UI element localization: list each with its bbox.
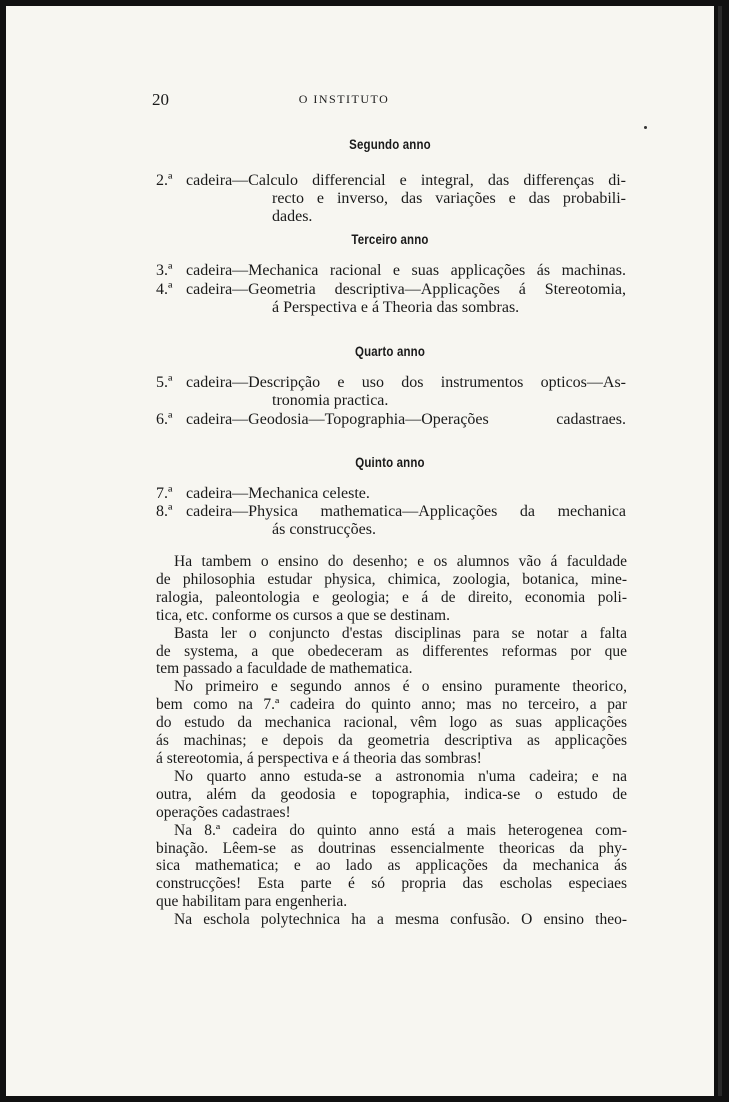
paragraph-line: que habilitam para engenheria. (156, 893, 348, 911)
paragraph-line: No quarto anno estuda-se a astronomia n'uma cadeira; e na (174, 767, 627, 785)
body-text (156, 553, 627, 929)
paragraph-line: ás machinas; e depois da geometria descriptiva as applicações (156, 732, 627, 750)
entry-line: cadeira—Geodosia—Topographia—Operações cadastraes. (186, 411, 626, 428)
paragraph-line: ralogia, paleontologia e geologia; e á de direito, economia poli- (156, 588, 627, 606)
running-title: O INSTITUTO (298, 92, 390, 106)
course-entry (156, 485, 628, 503)
entry-line: cadeira—Geometria descriptiva—Applicações á Stereotomia, (186, 281, 626, 298)
section-heading: Terceiro anno (351, 231, 429, 247)
entry-number: 6.ª (156, 411, 173, 428)
page-number: 20 (152, 90, 169, 109)
paragraph-line: tica, etc. conforme os cursos a que se destinam. (156, 606, 450, 624)
entry-line: recto e inverso, das variações e das probabili- (272, 190, 626, 207)
entry-number: 4.ª (156, 281, 173, 298)
book-page (6, 6, 718, 1096)
section-heading: Segundo anno (349, 136, 431, 152)
speck (644, 126, 647, 129)
entry-number: 2.ª (156, 172, 173, 189)
paragraph-line: Ha tambem o ensino do desenho; e os alumnos vão á faculdade (174, 553, 627, 570)
section-heading: Quarto anno (354, 343, 426, 359)
entry-number: 5.ª (156, 374, 173, 391)
course-entry (156, 374, 628, 410)
paragraph-line: Basta ler o conjuncto d'estas disciplinas para se notar a falta (174, 624, 627, 642)
paragraph-line: do estudo da mechanica racional, vêm logo as suas applicações (156, 714, 627, 732)
course-entry (156, 281, 628, 317)
entry-line: cadeira—Calculo differencial e integral, das differenças di- (186, 172, 626, 189)
entry-line: cadeira—Physica mathematica—Applicações da mechanica (186, 503, 626, 520)
course-entry (156, 503, 628, 539)
course-entry (156, 411, 628, 429)
paragraph-line: binação. Lêem-se as doutrinas essencialmente theoricas da phy- (156, 839, 627, 857)
entry-line: cadeira—Mechanica racional e suas applicações ás machinas. (186, 262, 626, 279)
paragraph-line: No primeiro e segundo annos é o ensino puramente theorico, (174, 678, 627, 696)
entry-number: 8.ª (156, 503, 173, 520)
paragraph-line: tem passado a faculdade de mathematica. (156, 660, 413, 678)
entry-line: ás construcções. (272, 521, 376, 538)
entry-line: tronomia practica. (272, 392, 389, 409)
paragraph-line: á stereotomia, á perspectiva e á theoria das sombras! (156, 749, 482, 767)
section-heading: Quinto anno (355, 454, 425, 470)
entry-number: 7.ª (156, 485, 173, 502)
entry-line: á Perspectiva e á Theoria das sombras. (272, 299, 520, 316)
paragraph-line: de systema, a que obedeceram as differentes reformas por que (156, 642, 627, 660)
entry-line: cadeira—Descripção e uso dos instrumentos opticos—As- (186, 374, 626, 391)
course-entry (156, 262, 628, 280)
paragraph-line: sica mathematica; e ao lado as applicações da mechanica ás (156, 857, 627, 875)
running-head (152, 90, 628, 110)
paragraph-line: outra, além da geodosia e topographia, indica-se o estudo de (156, 785, 627, 803)
paragraph-line: operações cadastraes! (156, 803, 291, 821)
course-entry (156, 172, 628, 226)
paragraph-line: construcções! Esta parte é só propria das escholas especiaes (156, 875, 627, 893)
entry-number: 3.ª (156, 262, 173, 279)
entry-line: dades. (272, 208, 313, 225)
entry-line: cadeira—Mechanica celeste. (186, 485, 370, 502)
paragraph-line: Na eschola polytechnica ha a mesma confusão. O ensino theo- (174, 911, 627, 929)
paragraph-line: Na 8.ª cadeira do quinto anno está a mais heterogenea com- (174, 821, 627, 839)
paragraph-line: de philosophia estudar physica, chimica, zoologia, botanica, mine- (156, 570, 627, 588)
paragraph-line: bem como na 7.ª cadeira do quinto anno; mas no terceiro, a par (156, 696, 627, 714)
